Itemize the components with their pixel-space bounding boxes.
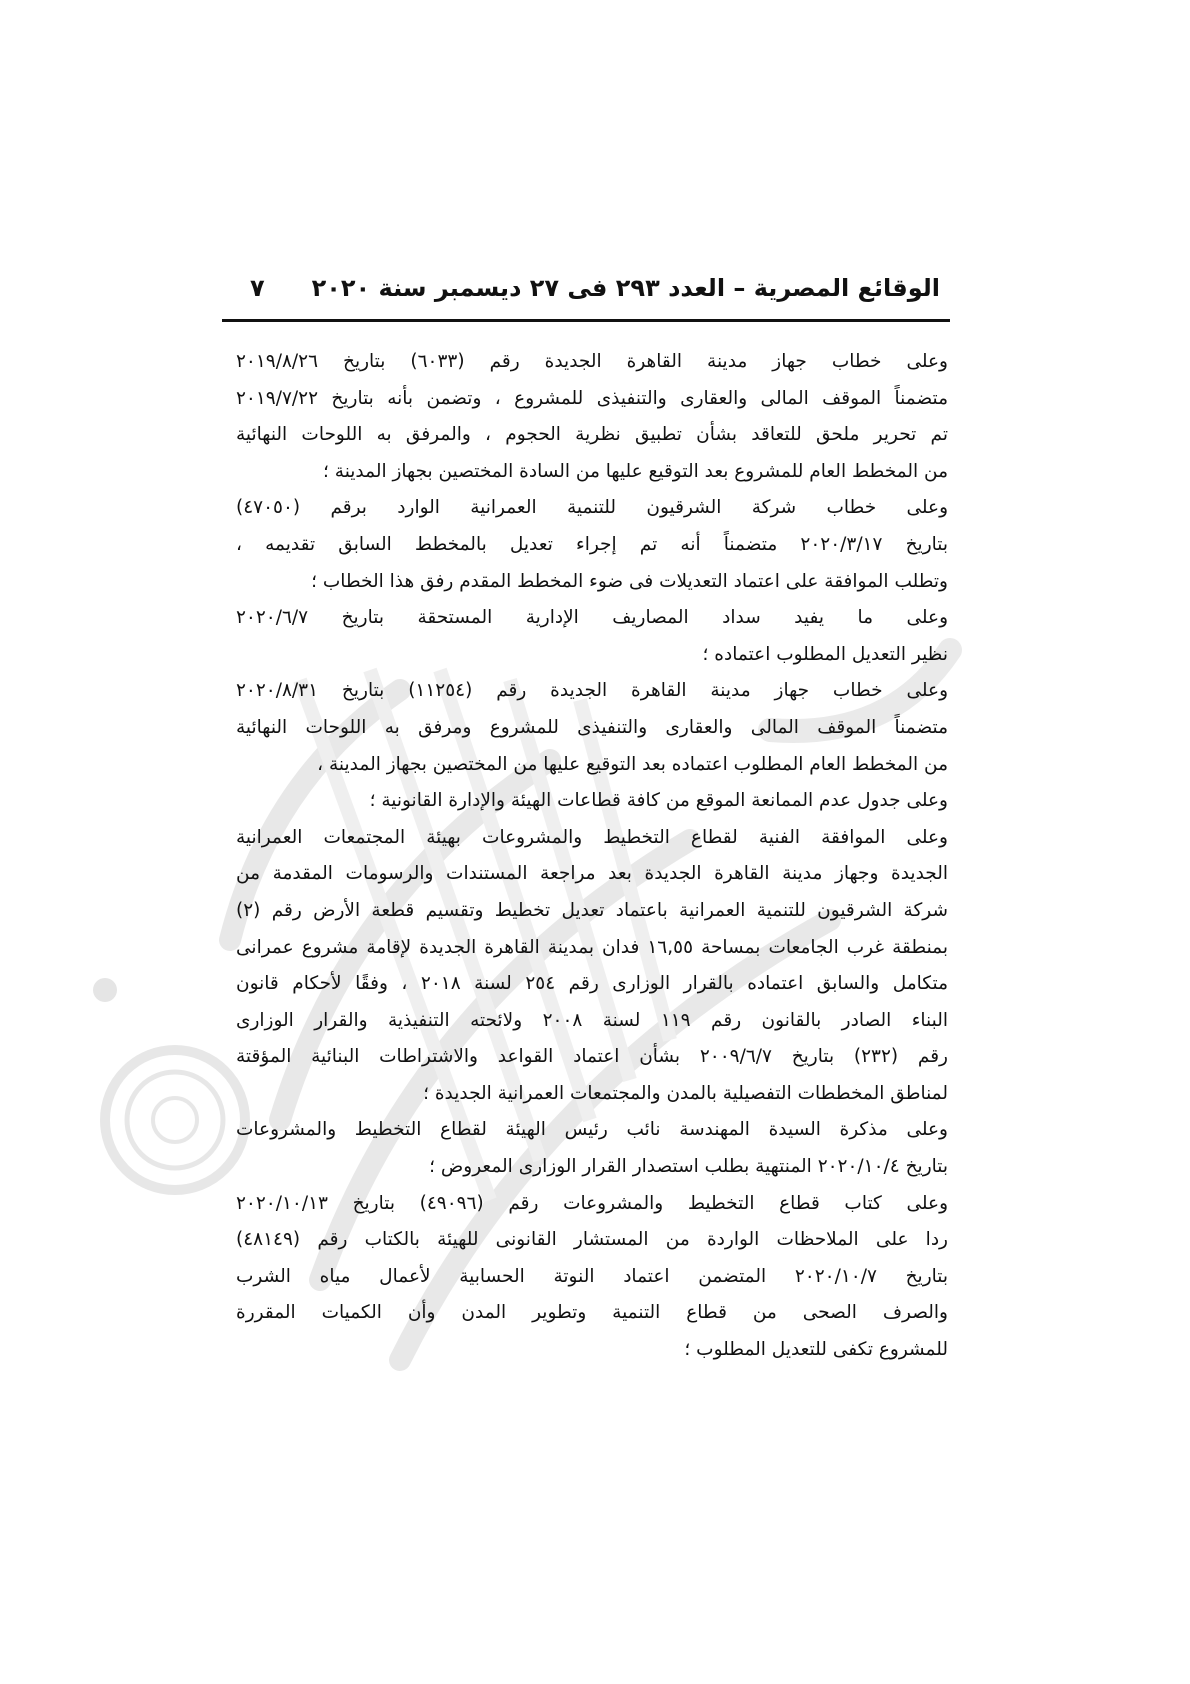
body-line: وعلى كتاب قطاع التخطيط والمشروعات رقم (٤٩٠٩٦) بتاريخ ٢٠٢٠/١٠/١٣ (236, 1192, 948, 1214)
body-line: وتطلب الموافقة على اعتماد التعديلات فى ضوء المخطط المقدم رفق هذا الخطاب ؛ (311, 570, 948, 592)
body-line: للمشروع تكفى للتعديل المطلوب ؛ (684, 1339, 948, 1361)
body-line: رقم (٢٣٢) بتاريخ ٢٠٠٩/٦/٧ بشأن اعتماد القواعد والاشتراطات البنائية المؤقتة (236, 1046, 948, 1068)
watermark-dot (93, 978, 117, 1002)
body-line: متضمناً الموقف المالى والعقارى والتنفيذى للمشروع ، وتضمن بأنه بتاريخ ٢٠١٩/٧/٢٢ (236, 387, 948, 409)
body-line: بتاريخ ٢٠٢٠/١٠/٤ المنتهية بطلب استصدار القرار الوزارى المعروض ؛ (429, 1156, 948, 1178)
body-line: والصرف الصحى من قطاع التنمية وتطوير المدن وأن الكميات المقررة (236, 1302, 948, 1324)
page-header (222, 272, 950, 322)
body-line: البناء الصادر بالقانون رقم ١١٩ لسنة ٢٠٠٨ ولائحته التنفيذية والقرار الوزارى (236, 1009, 948, 1031)
body-line: وعلى الموافقة الفنية لقطاع التخطيط والمشروعات بهيئة المجتمعات العمرانية (236, 826, 948, 848)
body-line: وعلى خطاب شركة الشرقيون للتنمية العمرانية الوارد برقم (٤٧٠٥٠) (236, 497, 948, 519)
body-line: نظير التعديل المطلوب اعتماده ؛ (702, 643, 948, 665)
body-line: متضمناً الموقف المالى والعقارى والتنفيذى للمشروع ومرفق به اللوحات النهائية (236, 716, 948, 738)
body-line: الجديدة وجهاز مدينة القاهرة الجديدة بعد مراجعة المستندات والرسومات المقدمة من (236, 863, 948, 885)
body-line: متكامل والسابق اعتماده بالقرار الوزارى رقم ٢٥٤ لسنة ٢٠١٨ ، وفقًا لأحكام قانون (236, 973, 948, 995)
decree-body (236, 344, 948, 1369)
body-line: شركة الشرقيون للتنمية العمرانية باعتماد تعديل تخطيط وتقسيم قطعة الأرض رقم (٢) (236, 899, 948, 921)
body-line: وعلى ما يفيد سداد المصاريف الإدارية المستحقة بتاريخ ٢٠٢٠/٦/٧ (236, 607, 948, 629)
body-line: وعلى مذكرة السيدة المهندسة نائب رئيس الهيئة لقطاع التخطيط والمشروعات (236, 1119, 948, 1141)
body-line: بتاريخ ٢٠٢٠/٣/١٧ متضمناً أنه تم إجراء تعديل بالمخطط السابق تقديمه ، (236, 533, 948, 555)
page-number: ٧ (250, 274, 265, 302)
body-line: بمنطقة غرب الجامعات بمساحة ١٦,٥٥ فدان بمدينة القاهرة الجديدة لإقامة مشروع عمرانى (236, 936, 948, 958)
body-line: ردا على الملاحظات الواردة من المستشار القانونى للهيئة بالكتاب رقم (٤٨١٤٩) (236, 1229, 948, 1251)
watermark-seal (105, 1050, 245, 1190)
body-line: لمناطق المخططات التفصيلية بالمدن والمجتمعات العمرانية الجديدة ؛ (423, 1082, 948, 1104)
body-line: وعلى خطاب جهاز مدينة القاهرة الجديدة رقم (١١٢٥٤) بتاريخ ٢٠٢٠/٨/٣١ (236, 680, 948, 702)
body-line: وعلى خطاب جهاز مدينة القاهرة الجديدة رقم (٦٠٣٣) بتاريخ ٢٠١٩/٨/٢٦ (236, 351, 948, 372)
gazette-title: الوقائع المصرية – العدد ٢٩٣ فى ٢٧ ديسمبر سنة ٢٠٢٠ (311, 274, 940, 302)
body-line: بتاريخ ٢٠٢٠/١٠/٧ المتضمن اعتماد النوتة الحسابية لأعمال مياه الشرب (236, 1265, 948, 1287)
body-line: وعلى جدول عدم الممانعة الموقع من كافة قطاعات الهيئة والإدارة القانونية ؛ (369, 790, 948, 812)
body-line: من المخطط العام للمشروع بعد التوقيع عليها من السادة المختصين بجهاز المدينة ؛ (323, 460, 948, 482)
body-line: من المخطط العام المطلوب اعتماده بعد التوقيع عليها من المختصين بجهاز المدينة ، (317, 753, 948, 775)
body-line: تم تحرير ملحق للتعاقد بشأن تطبيق نظرية الحجوم ، والمرفق به اللوحات النهائية (236, 424, 948, 446)
